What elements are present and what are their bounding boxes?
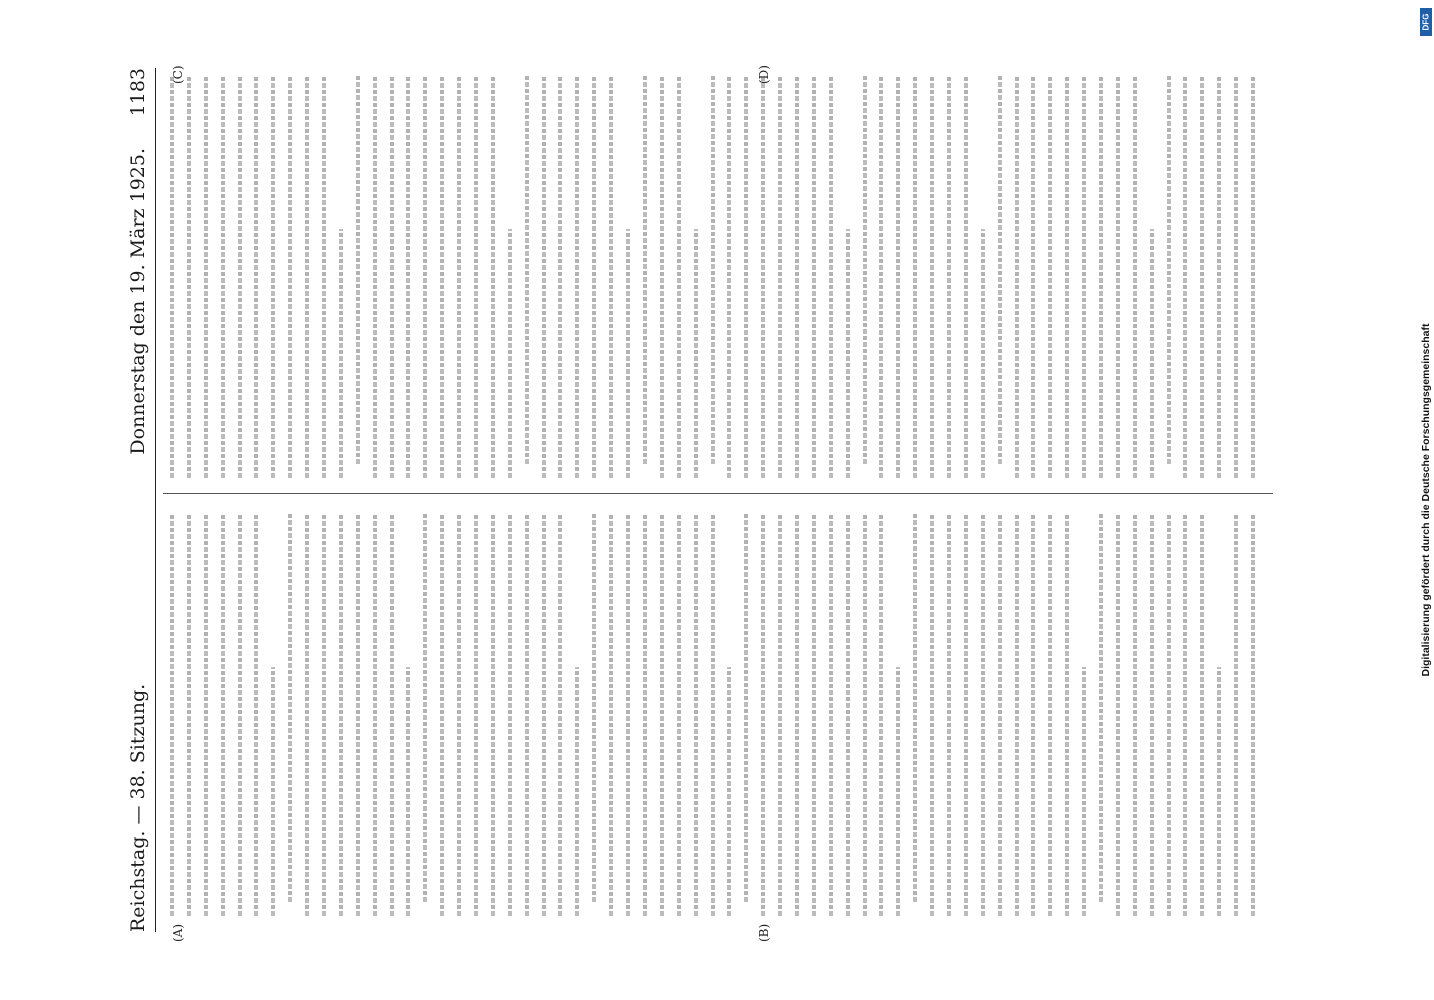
text-line <box>839 76 856 478</box>
text-line <box>501 514 518 916</box>
text-line <box>467 76 484 478</box>
text-line <box>856 514 873 916</box>
text-line <box>991 76 1008 478</box>
text-line <box>889 76 906 478</box>
text-line <box>247 514 264 916</box>
text-line <box>214 76 231 478</box>
text-line <box>704 514 721 916</box>
text-line <box>754 76 771 478</box>
text-line <box>687 76 704 478</box>
text-line <box>1244 76 1261 478</box>
text-line <box>906 76 923 478</box>
text-line <box>1075 76 1092 478</box>
text-line <box>467 514 484 916</box>
text-line <box>1126 514 1143 916</box>
text-line <box>163 76 180 478</box>
text-line <box>940 514 957 916</box>
text-line <box>551 514 568 916</box>
text-line <box>602 514 619 916</box>
text-line <box>281 76 298 478</box>
text-line <box>1092 514 1109 916</box>
text-line <box>399 76 416 478</box>
text-line <box>670 514 687 916</box>
document-page <box>97 60 1337 940</box>
text-line <box>416 514 433 916</box>
text-line <box>1092 76 1109 478</box>
digitization-banner <box>1418 0 1434 1000</box>
text-line <box>247 76 264 478</box>
margin-mark-d: (D) <box>757 65 771 84</box>
banner-text: Digitalisierung gefördert durch die Deutsche Forschungsgemeinschaft <box>1420 323 1432 677</box>
text-line <box>923 76 940 478</box>
text-line <box>957 514 974 916</box>
text-line <box>1244 514 1261 916</box>
text-line <box>1227 76 1244 478</box>
text-line <box>1058 514 1075 916</box>
text-line <box>805 514 822 916</box>
text-line <box>788 514 805 916</box>
text-line <box>619 76 636 478</box>
text-line <box>1041 76 1058 478</box>
text-line <box>366 76 383 478</box>
text-line <box>298 514 315 916</box>
text-line <box>906 514 923 916</box>
header-rule <box>155 68 156 932</box>
text-line <box>856 76 873 478</box>
text-line <box>585 76 602 478</box>
text-line <box>1160 514 1177 916</box>
text-line <box>484 76 501 478</box>
text-line <box>636 514 653 916</box>
text-line <box>704 76 721 478</box>
text-line <box>1193 514 1210 916</box>
text-line <box>737 514 754 916</box>
text-line <box>1126 76 1143 478</box>
text-line <box>281 514 298 916</box>
dfg-logo: DFG <box>1420 8 1432 36</box>
text-line <box>585 514 602 916</box>
text-line <box>788 76 805 478</box>
text-line <box>653 514 670 916</box>
text-line <box>349 514 366 916</box>
text-line <box>619 514 636 916</box>
text-line <box>1176 514 1193 916</box>
text-line <box>720 514 737 916</box>
text-line <box>1008 76 1025 478</box>
page-number: 1183 <box>127 68 149 117</box>
header-right: Donnerstag den 19. März 1925. <box>127 148 149 455</box>
margin-mark-c: (C) <box>171 65 185 84</box>
text-line <box>974 76 991 478</box>
text-line <box>535 76 552 478</box>
text-line <box>1210 76 1227 478</box>
text-line <box>197 76 214 478</box>
text-line <box>670 76 687 478</box>
header-left: Reichstag. — 38. Sitzung. <box>127 683 149 932</box>
text-line <box>771 514 788 916</box>
text-line <box>518 76 535 478</box>
text-line <box>180 76 197 478</box>
text-line <box>349 76 366 478</box>
text-line <box>180 514 197 916</box>
text-line <box>568 514 585 916</box>
text-line <box>315 76 332 478</box>
text-line <box>974 514 991 916</box>
text-line <box>1143 76 1160 478</box>
text-line <box>636 76 653 478</box>
text-line <box>822 76 839 478</box>
text-line <box>805 76 822 478</box>
text-line <box>484 514 501 916</box>
text-line <box>872 514 889 916</box>
text-line <box>231 514 248 916</box>
text-line <box>163 514 180 916</box>
margin-mark-a: (A) <box>171 923 185 942</box>
text-line <box>872 76 889 478</box>
text-line <box>551 76 568 478</box>
text-line <box>839 514 856 916</box>
text-line <box>1041 514 1058 916</box>
text-line <box>197 514 214 916</box>
text-line <box>1160 76 1177 478</box>
text-line <box>1193 76 1210 478</box>
text-line <box>940 76 957 478</box>
text-line <box>383 76 400 478</box>
text-line <box>754 514 771 916</box>
text-line <box>332 76 349 478</box>
text-line <box>264 514 281 916</box>
text-line <box>1109 76 1126 478</box>
text-line <box>991 514 1008 916</box>
text-line <box>231 76 248 478</box>
text-line <box>720 76 737 478</box>
text-line <box>653 76 670 478</box>
text-line <box>1008 514 1025 916</box>
text-line <box>771 76 788 478</box>
text-line <box>315 514 332 916</box>
column-divider <box>163 493 1273 494</box>
text-line <box>957 76 974 478</box>
text-line <box>433 76 450 478</box>
text-line <box>450 76 467 478</box>
text-line <box>535 514 552 916</box>
text-line <box>568 76 585 478</box>
text-line <box>1075 514 1092 916</box>
text-line <box>366 514 383 916</box>
text-line <box>1227 514 1244 916</box>
text-line <box>687 514 704 916</box>
text-line <box>737 76 754 478</box>
text-line <box>298 76 315 478</box>
text-line <box>889 514 906 916</box>
text-line <box>1143 514 1160 916</box>
text-line <box>1210 514 1227 916</box>
text-line <box>264 76 281 478</box>
right-text-column <box>163 76 1273 478</box>
text-line <box>602 76 619 478</box>
text-line <box>822 514 839 916</box>
text-line <box>383 514 400 916</box>
text-line <box>332 514 349 916</box>
text-line <box>399 514 416 916</box>
text-line <box>1024 514 1041 916</box>
text-line <box>923 514 940 916</box>
text-line <box>1176 76 1193 478</box>
text-line <box>416 76 433 478</box>
text-line <box>214 514 231 916</box>
text-line <box>1024 76 1041 478</box>
left-text-column <box>163 514 1273 916</box>
text-line <box>1058 76 1075 478</box>
text-line <box>501 76 518 478</box>
text-line <box>518 514 535 916</box>
running-header <box>127 68 153 932</box>
text-line <box>1109 514 1126 916</box>
text-line <box>450 514 467 916</box>
text-line <box>433 514 450 916</box>
margin-mark-b: (B) <box>757 923 771 942</box>
